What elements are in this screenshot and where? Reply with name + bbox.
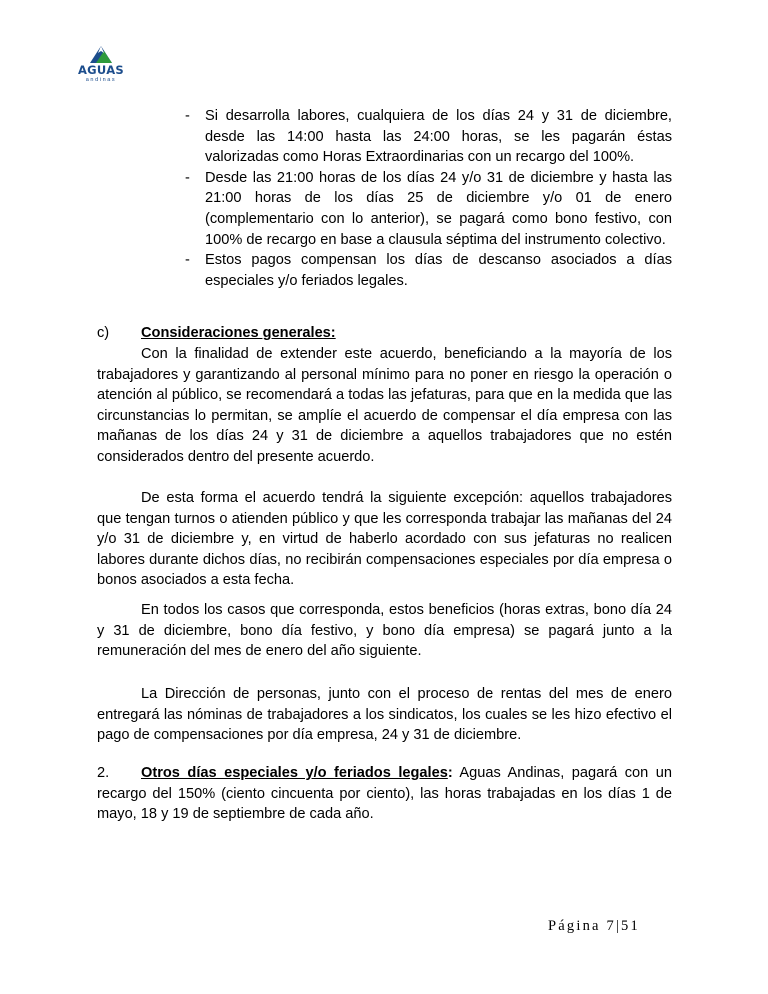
list-item bbox=[185, 250, 672, 291]
logo-subtext: andinas bbox=[85, 77, 117, 83]
logo-text: AGUAS bbox=[77, 63, 124, 77]
section-c-heading bbox=[97, 323, 336, 344]
bullet-dash: - bbox=[185, 108, 190, 124]
list-item bbox=[185, 106, 672, 168]
bullet-text: Estos pagos compensan los días de descanso asociados a días especiales y/o feriados legales. bbox=[205, 252, 672, 289]
page-number: Página 7|51 bbox=[548, 918, 640, 934]
paragraph: Con la finalidad de extender este acuerdo, beneficiando a la mayoría de los trabajadores y garantizando al personal mínimo para no poner en riesgo la operación o atención al público, se recomendará a todas las jefaturas, para que en la medida que las circunstancias lo permitan, se amplíe el acuerdo de compensar el día empresa con las mañanas de los días 24 y 31 de diciembre a aquellos trabajadores que no estén considerados dentro del presente acuerdo. bbox=[97, 346, 672, 465]
section-text: Aguas Andinas, pagará con un recargo del 150% (ciento cincuenta por ciento), las horas trabajadas en los días 1 de mayo, 18 y 19 de septiembre de cada año. bbox=[97, 765, 672, 823]
section-letter: c) bbox=[97, 325, 110, 341]
section-2 bbox=[97, 763, 672, 825]
paragraph: La Dirección de personas, junto con el proceso de rentas del mes de enero entregará las nóminas de trabajadores a los sindicatos, los cuales se les hizo efectivo el pago de compensaciones por día empresa, 24 y 31 de diciembre. bbox=[97, 686, 672, 744]
bullet-dash: - bbox=[185, 169, 190, 186]
bullet-text: Si desarrolla labores, cualquiera de los días 24 y 31 de diciembre, desde las 14:00 hasta las 24:00 horas, se les pagarán éstas valorizadas como Horas Extraordinarias con un recargo del 100%. bbox=[205, 108, 672, 166]
list-item bbox=[185, 168, 672, 250]
paragraph: De esta forma el acuerdo tendrá la siguiente excepción: aquellos trabajadores que tengan turnos o atienden público y que les corresponda trabajar las mañanas del 24 y/o 31 de diciembre y, en virtud de haberlo acordado con sus jefaturas no realicen labores durante dichos días, no recibirán compensaciones especiales por día empresa o bonos asociados a esta fecha. bbox=[97, 490, 672, 589]
bullet-list bbox=[185, 106, 672, 291]
paragraph: En todos los casos que corresponda, estos beneficios (horas extras, bono día 24 y 31 de diciembre, bono día festivo, y bono día empresa) se pagará junto a la remuneración del mes de enero del año siguiente. bbox=[97, 602, 672, 660]
section-number: 2. bbox=[97, 765, 110, 781]
bullet-text: Desde las 21:00 horas de los días 24 y/o 31 de diciembre y hasta las 21:00 horas de los días 25 de diciembre y/o 01 de enero (complementario con lo anterior), se pagará como bono festivo, con 100% de recargo en base a clausula séptima del instrumento colectivo. bbox=[205, 169, 672, 248]
company-logo bbox=[66, 44, 136, 90]
section-title: Otros días especiales y/o feriados legales bbox=[141, 765, 448, 781]
bullet-dash: - bbox=[185, 252, 190, 269]
mountain-icon bbox=[90, 44, 112, 64]
section-colon: : bbox=[447, 765, 453, 781]
section-title: Consideraciones generales: bbox=[141, 325, 336, 341]
